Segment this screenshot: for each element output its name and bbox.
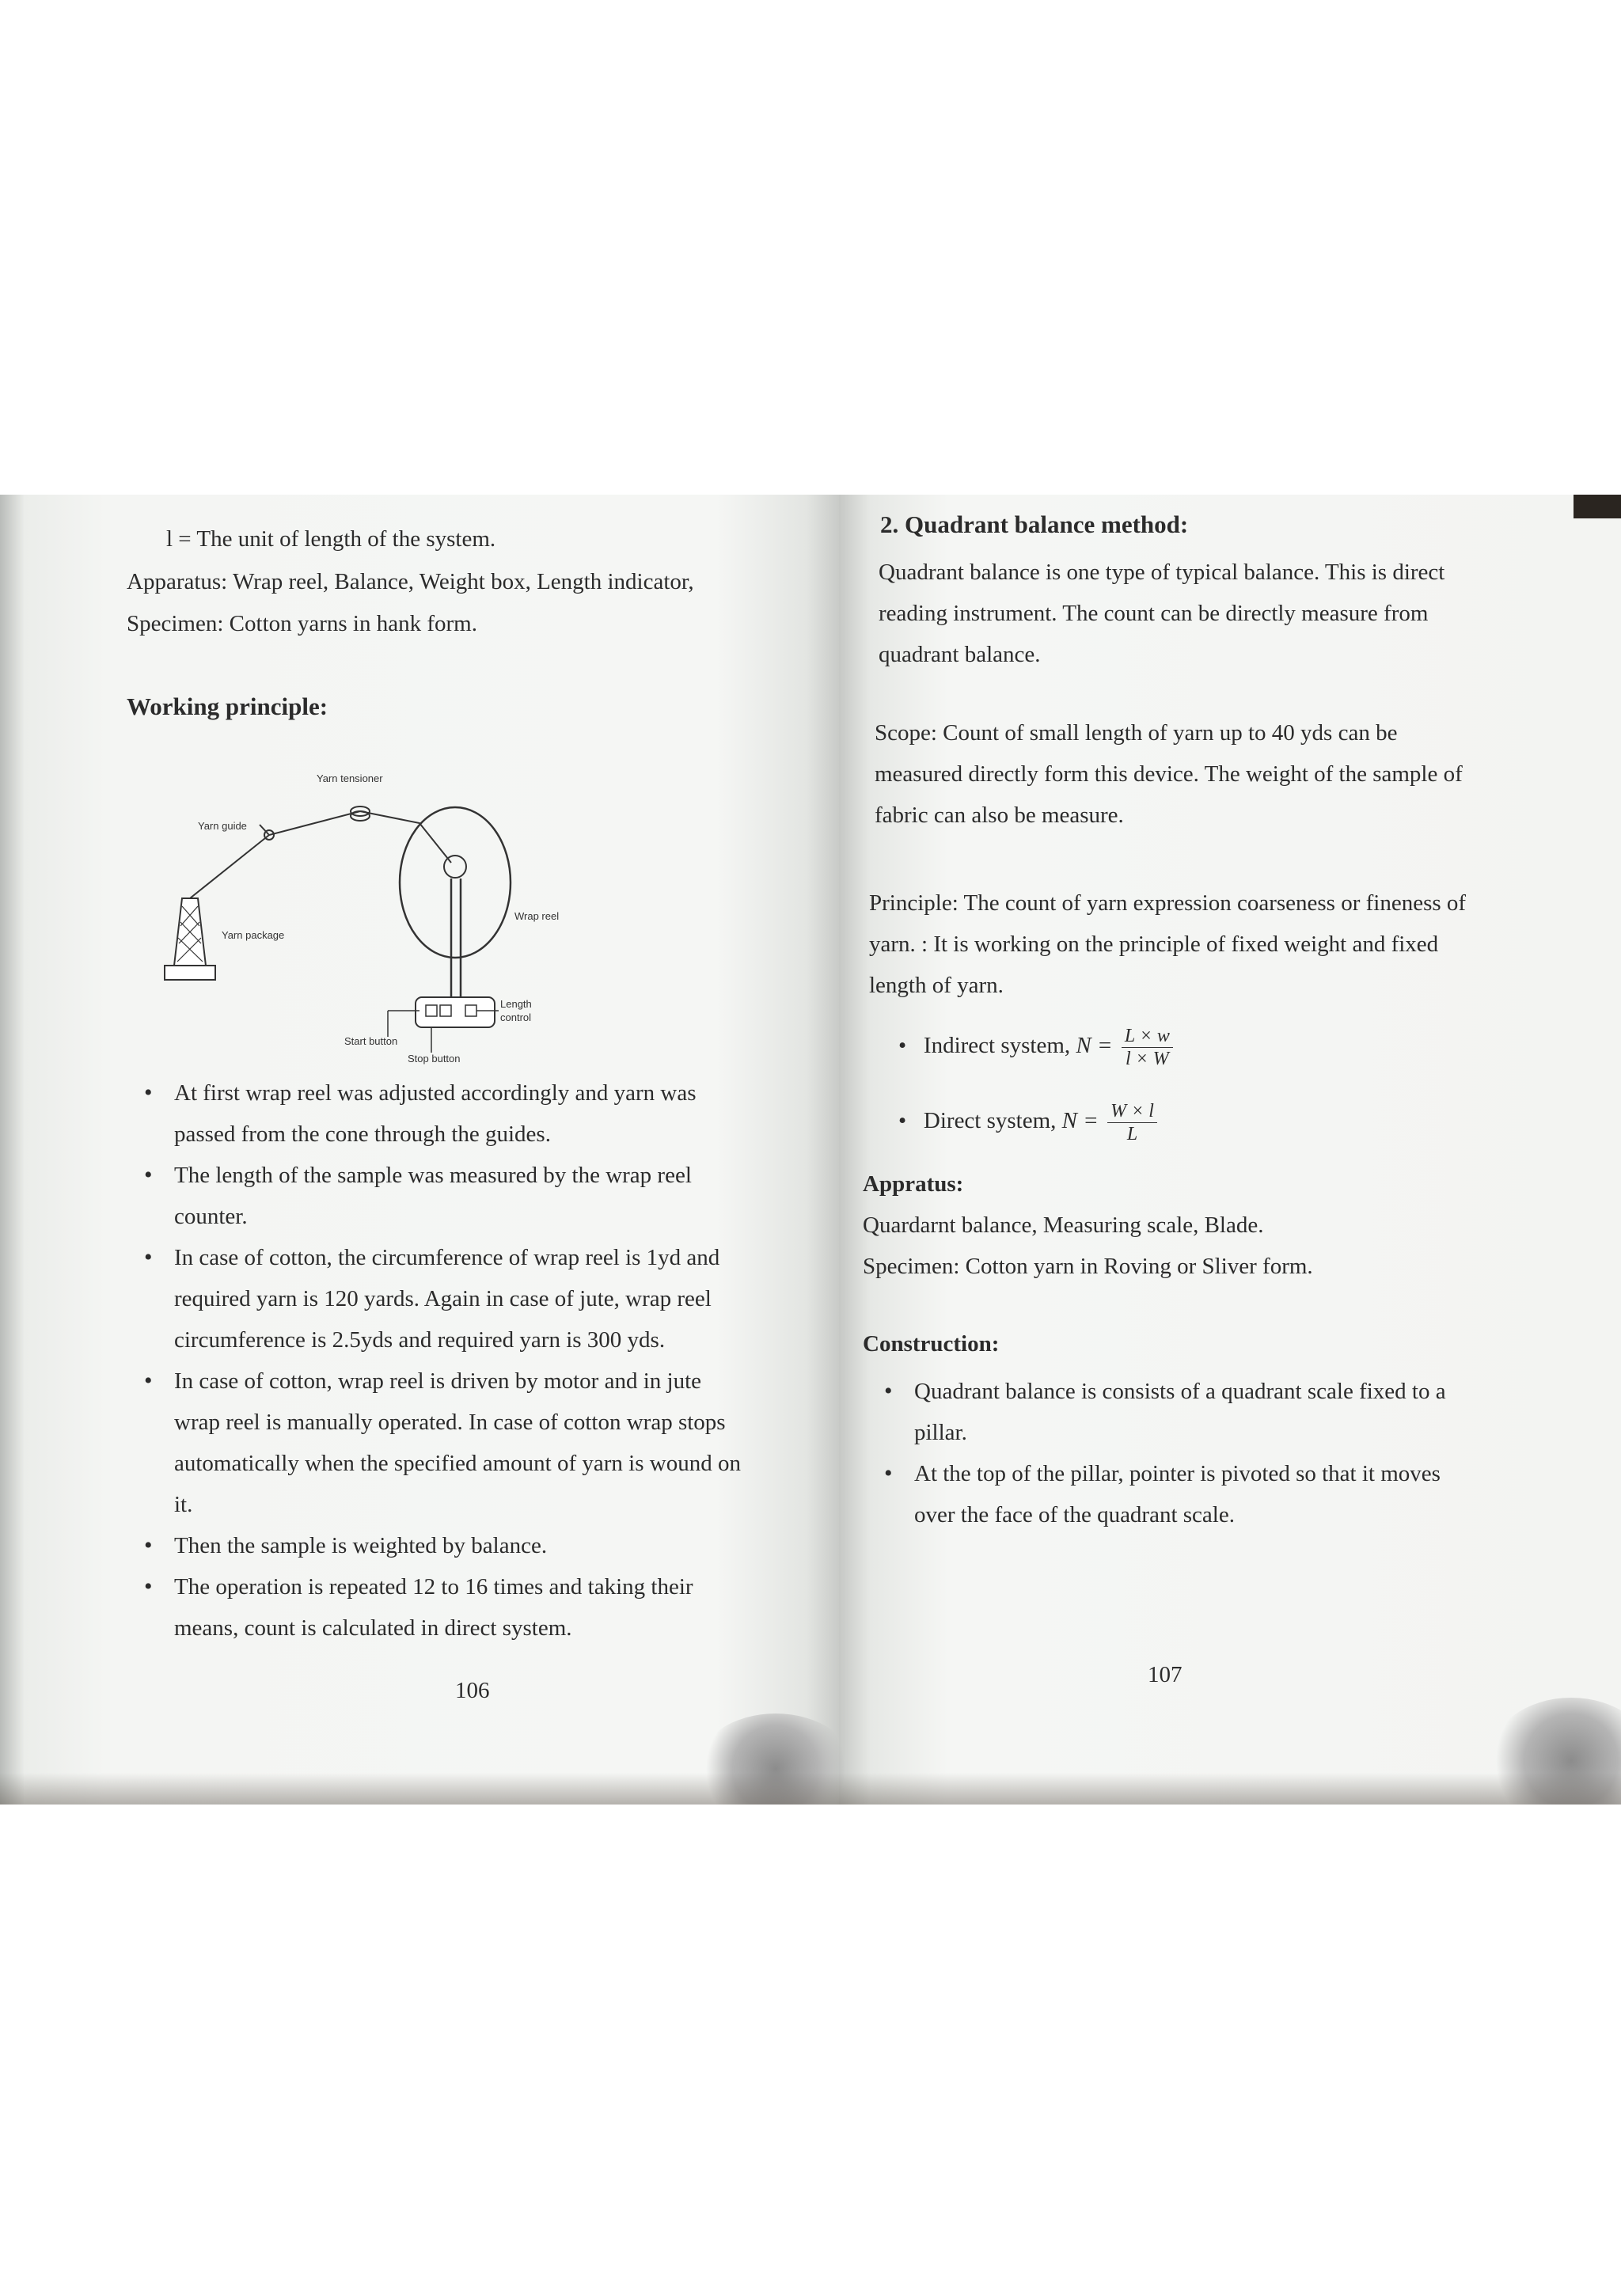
bottom-shadow: [0, 1773, 1621, 1805]
book-edge: [0, 495, 24, 1805]
bullet-icon: •: [144, 1080, 153, 1106]
bullet-icon: •: [144, 1162, 153, 1188]
quadrant-method-heading: 2. Quadrant balance method:: [880, 510, 1189, 538]
page-number-left: 106: [455, 1678, 490, 1703]
working-principle-list: [142, 1072, 839, 1649]
scope-paragraph: Scope: Count of small length of yarn up to 40 yds can be measured directly form this device. The weight of the sample of fabric can also be measure.: [875, 720, 1463, 828]
apparatus-heading: Appratus:: [863, 1171, 964, 1197]
label-length: Length: [500, 998, 532, 1010]
label-start-button: Start button: [344, 1035, 398, 1047]
label-yarn-package: Yarn package: [222, 929, 285, 941]
list-item: • The length of the sample was measured by the wrap reel counter.: [142, 1155, 839, 1237]
principle-paragraph: Principle: The count of yarn expression coarseness or fineness of yarn. : It is working on the principle of fixed weight and fixed length of yarn.: [869, 890, 1467, 998]
bullet-icon: •: [144, 1368, 153, 1394]
bullet-icon: •: [144, 1573, 153, 1600]
bullet-icon: •: [884, 1378, 893, 1404]
right-page: [839, 495, 1621, 1805]
direct-formula: • Direct system, N = $\frac{W \times l}{L}$: [898, 1100, 1157, 1145]
list-item: • Quadrant balance is consists of a quadrant scale fixed to a pillar.: [883, 1371, 1595, 1453]
specimen-line-right: Specimen: Cotton yarn in Roving or Sliver form.: [863, 1254, 1313, 1279]
left-page: [24, 495, 839, 1805]
label-stop-button: Stop button: [408, 1053, 461, 1065]
list-item: • In case of cotton, the circumference of wrap reel is 1yd and required yarn is 120 yards. Again in case of jute, wrap reel circumference is 2.5yds and required yarn is 300 yds.: [142, 1237, 839, 1361]
bullet-icon: •: [884, 1460, 893, 1486]
yarn-package-icon: [165, 898, 215, 980]
list-item: • In case of cotton, wrap reel is driven by motor and in jute wrap reel is manually operated. In case of cotton wrap stops automatically when the specified amount of yarn is wound on it.: [142, 1361, 839, 1525]
length-control-box: [388, 997, 499, 1053]
bullet-icon: •: [144, 1532, 153, 1558]
label-control: control: [500, 1011, 532, 1023]
construction-list: [883, 1371, 1595, 1535]
apparatus-line-right: Quardarnt balance, Measuring scale, Blade.: [863, 1213, 1264, 1238]
specimen-line: Specimen: Cotton yarns in hank form.: [127, 611, 477, 636]
book-spread: [0, 495, 1621, 1805]
page-number-right: 107: [1148, 1662, 1183, 1687]
construction-heading: Construction:: [863, 1331, 1000, 1357]
apparatus-line: Apparatus: Wrap reel, Balance, Weight box, Length indicator,: [127, 569, 694, 594]
label-yarn-guide: Yarn guide: [198, 820, 247, 832]
indirect-formula: • Indirect system, N = $\frac{L \times w}{l \times W}$: [898, 1025, 1173, 1070]
list-item: • At the top of the pillar, pointer is pivoted so that it moves over the face of the quadrant scale.: [883, 1453, 1595, 1535]
list-item: • At first wrap reel was adjusted accordingly and yarn was passed from the cone through the guides.: [142, 1072, 839, 1155]
list-item: • Then the sample is weighted by balance.: [142, 1525, 839, 1566]
wrap-reel-icon: [400, 807, 511, 997]
bullet-icon: •: [898, 1108, 907, 1134]
corner-shadow: [1574, 495, 1621, 518]
working-principle-heading: Working principle:: [127, 693, 328, 720]
length-unit-definition: l = The unit of length of the system.: [166, 526, 496, 552]
intro-paragraph: Quadrant balance is one type of typical balance. This is direct reading instrument. The count can be directly measure from quadrant balance.: [879, 560, 1445, 667]
bullet-icon: •: [898, 1033, 907, 1059]
label-yarn-tensioner: Yarn tensioner: [317, 772, 383, 784]
bullet-icon: •: [144, 1244, 153, 1270]
wrap-reel-diagram: [150, 736, 641, 1068]
label-wrap-reel: Wrap reel: [514, 910, 560, 922]
list-item: • The operation is repeated 12 to 16 times and taking their means, count is calculated in direct system.: [142, 1566, 839, 1649]
